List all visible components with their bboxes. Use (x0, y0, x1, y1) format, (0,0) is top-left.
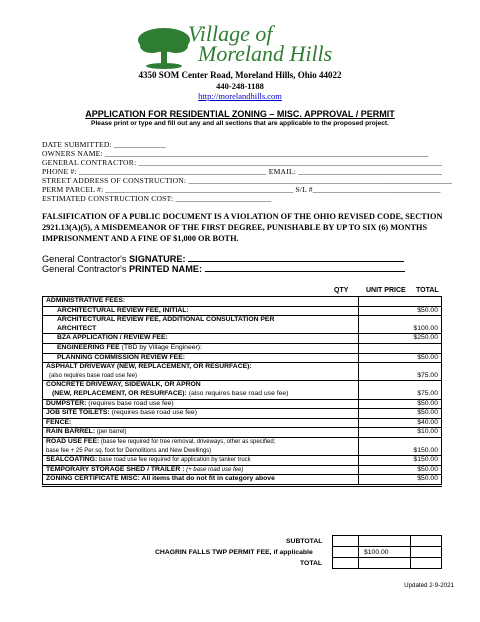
phone-email-field[interactable]: PHONE #: _______________________________________________ EMAIL: ____________________________________ (42, 167, 443, 176)
fee-price: $50.00 (359, 475, 442, 486)
totals-divider (410, 535, 411, 569)
signature-line[interactable] (42, 254, 404, 264)
fees-table (42, 296, 442, 487)
fee-label-bold: ROAD USE FEE: (46, 437, 100, 445)
subtotal-label: SUBTOTAL (286, 538, 323, 545)
logo-text (186, 21, 333, 66)
fee-label-bold: RAIN BARREL: (46, 428, 96, 436)
table-row (43, 437, 442, 455)
perm-parcel-field[interactable]: PERM PARCEL #: _______________________________________________ S/L #________________________________ (42, 185, 441, 194)
fee-label-bold: (NEW, REPLACEMENT, OR RESURFACE): (52, 389, 187, 397)
fee-label (43, 381, 359, 399)
fee-label-line: ARCHITECTURAL REVIEW FEE, ADDITIONAL CONSULTATION PER (57, 316, 275, 324)
application-subtitle: Please print or type and fill out any and all sections that are applicable to the proposed project. (91, 120, 389, 127)
village-address: 4350 SOM Center Road, Moreland Hills, Ohio 44022 (138, 70, 342, 80)
fee-label (43, 456, 359, 466)
fee-label-note: All items that do not fit in category above (139, 475, 275, 483)
fee-label (43, 316, 359, 334)
fee-label-bold: ENGINEERING FEE (57, 343, 120, 351)
fee-label: FENCE: (43, 418, 359, 428)
totals-row-line (332, 557, 442, 558)
table-row (43, 456, 442, 466)
fee-price: $250.00 (359, 334, 442, 344)
signature-prefix: General Contractor's (42, 254, 127, 264)
fee-label-line (46, 438, 355, 447)
updated-date: Updated 2-9-2021 (404, 582, 454, 589)
fee-label-line: ARCHITECT (57, 324, 97, 332)
fee-label-note: (also requires base road use fee) (186, 389, 289, 397)
fee-label-note: (TBD by Village Engineer): (119, 343, 202, 351)
table-row (43, 334, 442, 344)
table-row (43, 418, 442, 428)
fee-label-note: base road use fee required for application by tanker truck (97, 457, 251, 464)
fee-label (43, 343, 359, 353)
fee-label-note: (requires base road use fee) (86, 399, 174, 407)
fee-label (43, 428, 359, 438)
table-row (43, 465, 442, 475)
table-row (43, 381, 442, 399)
printed-name-blank[interactable] (205, 271, 405, 272)
date-submitted-field[interactable]: DATE SUBMITTED: _____________ (42, 140, 166, 149)
total-header: TOTAL (416, 287, 439, 294)
fee-label-bold: DUMPSTER: (46, 399, 87, 407)
fee-price: $50.00 (359, 465, 442, 475)
fee-price: $50.00 (359, 306, 442, 316)
printed-name-line[interactable] (42, 264, 405, 274)
qty-header: QTY (334, 287, 349, 294)
table-row (43, 409, 442, 419)
fee-label: ARCHITECTURAL REVIEW FEE, INITIAL: (43, 306, 359, 316)
fee-label-bold: JOB SITE TOILETS: (46, 409, 110, 417)
fee-label-bold: SEALCOATING: (46, 456, 98, 464)
fee-price: $50.00 (359, 353, 442, 363)
logo-line1: Village of (188, 21, 273, 46)
fee-price: $75.00 (359, 381, 442, 399)
falsification-warning: FALSIFICATION OF A PUBLIC DOCUMENT IS A VIOLATION OF THE OHIO REVISED CODE, SECTION 2921.13(A)(5), A MISDEMEANOR OF THE FIRST DEGREE, PUNISHABLE BY UP TO SIX (6) MONTHS IMPRISONMENT AND A FINE OF $1,000 OR BOTH. (42, 212, 443, 243)
fee-price: $10.00 (359, 428, 442, 438)
table-row (43, 428, 442, 438)
table-row (43, 475, 442, 486)
table-row (43, 363, 442, 381)
fee-price (359, 343, 442, 353)
fee-price: $150.00 (359, 437, 442, 455)
fee-price: $150.00 (359, 456, 442, 466)
fee-label-line (46, 390, 355, 399)
signature-label: SIGNATURE: (129, 254, 186, 264)
village-phone: 440-248-1188 (216, 81, 264, 91)
fee-label-bold: TEMPORARY STORAGE SHED / TRAILER : (46, 465, 185, 473)
table-row (43, 306, 442, 316)
unit-price-header: UNIT PRICE (366, 287, 406, 294)
table-row (43, 343, 442, 353)
chagrin-falls-fee-label: CHAGRIN FALLS TWP PERMIT FEE, if applicable (155, 549, 313, 556)
fee-label-line: CONCRETE DRIVEWAY, SIDEWALK, OR APRON (46, 381, 201, 389)
totals-row-line (332, 546, 442, 547)
fee-price: $50.00 (359, 399, 442, 409)
fee-label-note: (requires base road use fee) (109, 409, 197, 417)
table-row (43, 399, 442, 409)
estimated-cost-field[interactable]: ESTIMATED CONSTRUCTION COST: ________________________ (42, 194, 272, 203)
fee-price: $40.00 (359, 418, 442, 428)
fee-label: PLANNING COMMISSION REVIEW FEE: (43, 353, 359, 363)
fee-label (43, 437, 359, 455)
total-label: TOTAL (300, 560, 323, 567)
totals-divider (358, 535, 359, 569)
table-row (43, 353, 442, 363)
application-title: APPLICATION FOR RESIDENTIAL ZONING – MISC. APPROVAL / PERMIT (85, 109, 395, 119)
fee-price: $75.00 (359, 363, 442, 381)
fee-label (43, 399, 359, 409)
totals-box (332, 535, 442, 569)
fee-label (43, 363, 359, 381)
signature-blank[interactable] (188, 261, 404, 262)
fee-label: BZA APPLICATION / REVIEW FEE: (43, 334, 359, 344)
printed-name-prefix: General Contractor's (42, 264, 127, 274)
fee-label-line: ASPHALT DRIVEWAY (NEW, REPLACEMENT, OR RESURFACE): (46, 363, 252, 371)
website-link[interactable]: http://morelandhills.com (198, 91, 282, 101)
logo-line2: Moreland Hills (198, 41, 333, 66)
chagrin-falls-fee-price: $100.00 (364, 549, 389, 556)
street-address-field[interactable]: STREET ADDRESS OF CONSTRUCTION: __________________________________________________________________ (42, 176, 453, 185)
fee-label (43, 475, 359, 486)
table-row (43, 297, 442, 307)
fee-label-note: (also requires base road use fee) (49, 372, 138, 379)
general-contractor-field[interactable]: GENERAL CONTRACTOR: ____________________________________________________________________________ (42, 158, 443, 167)
fee-label-bold: ZONING CERTIFICATE MISC: (46, 475, 140, 483)
fee-label (43, 465, 359, 475)
printed-name-label: PRINTED NAME: (129, 264, 203, 274)
fee-label (43, 409, 359, 419)
fee-price: $50.00 (359, 409, 442, 419)
fee-label-note: (base fee required for tree removal, driveways, other as specified; (99, 438, 276, 445)
fee-label-note: (+ base road use fee) (184, 466, 244, 473)
fee-price (359, 297, 442, 307)
owners-name-field[interactable]: OWNERS NAME: _________________________________________________________________________________ (42, 149, 429, 158)
tree-logo-icon (136, 26, 192, 70)
fee-price: $100.00 (359, 316, 442, 334)
table-row (43, 316, 442, 334)
fee-label-note: (per barrel) (95, 429, 127, 436)
admin-fees-header: ADMINISTRATIVE FEES: (43, 297, 359, 307)
fee-label-note: base fee + 25 Per sq. foot for Demolitions and New Dwellings) (46, 447, 212, 454)
